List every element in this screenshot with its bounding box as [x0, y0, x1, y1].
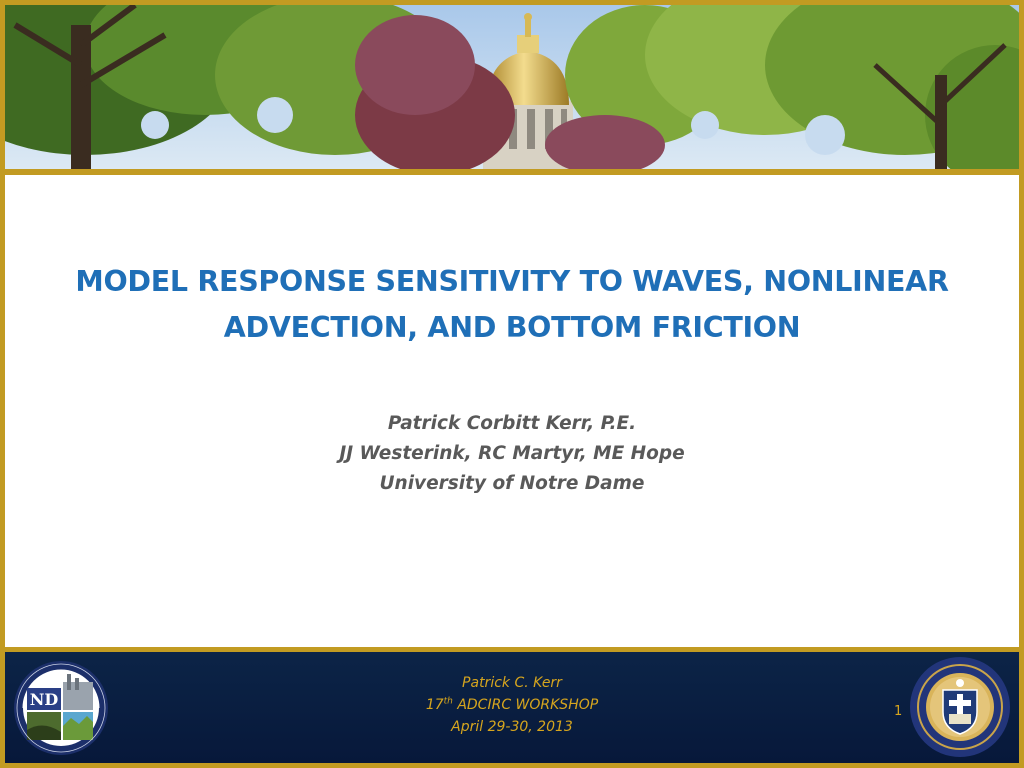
slide-footer — [5, 652, 1019, 763]
slide-title-line-1: MODEL RESPONSE SENSITIVITY TO WAVES, NONLINEAR — [75, 265, 949, 298]
notre-dame-seal-icon — [909, 656, 1011, 758]
slide-title-line-2: ADVECTION, AND BOTTOM FRICTION — [223, 311, 801, 344]
svg-text:ND: ND — [29, 690, 59, 709]
workshop-ordinal: th — [443, 696, 453, 707]
footer-dates: April 29-30, 2013 — [451, 719, 573, 735]
footer-info — [5, 672, 1019, 738]
page-number: 1 — [894, 704, 903, 719]
footer-presenter: Patrick C. Kerr — [462, 675, 562, 691]
golden-dome-photo-icon — [5, 5, 1019, 169]
slide-body — [5, 175, 1019, 647]
author-block — [5, 409, 1019, 499]
slide-title — [35, 259, 989, 351]
author-coauthors: JJ Westerink, RC Martyr, ME Hope — [339, 443, 685, 464]
workshop-number: 17 — [425, 697, 444, 713]
workshop-name: ADCIRC WORKSHOP — [452, 697, 599, 713]
banner-photo — [5, 5, 1019, 169]
footer-workshop — [5, 694, 1019, 716]
author-affiliation: University of Notre Dame — [379, 473, 645, 494]
author-primary: Patrick Corbitt Kerr, P.E. — [387, 413, 637, 434]
